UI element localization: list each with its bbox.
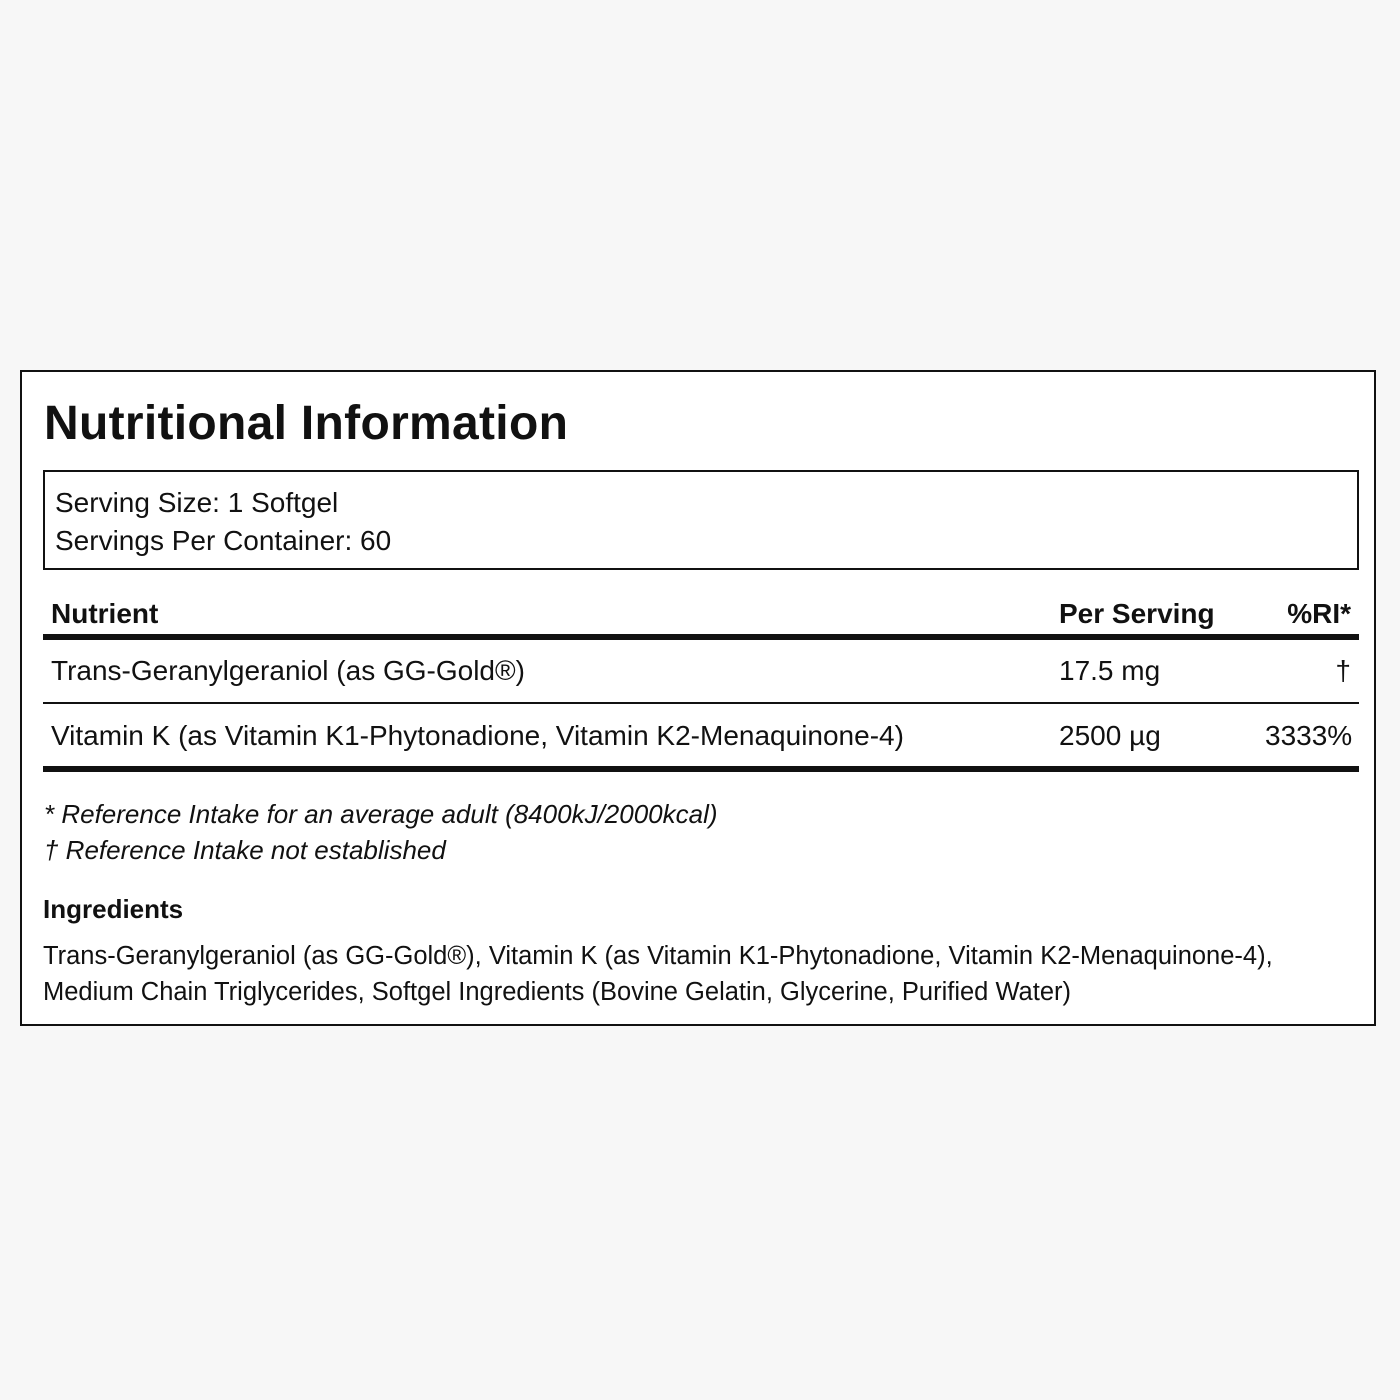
ingredients-text: Trans-Geranylgeraniol (as GG-Gold®), Vitamin K (as Vitamin K1-Phytonadione, Vitamin K2-Menaquinone-4), Medium Chain Triglycerides, Softgel Ingredients (Bovine Gelatin, Glycerine, Purified Water)	[43, 942, 1273, 1006]
nutrient-name: Vitamin K (as Vitamin K1-Phytonadione, Vitamin K2-Menaquinone-4)	[51, 720, 904, 751]
serving-info-box	[43, 470, 1359, 570]
nutrient-ri: 3333%	[1265, 720, 1353, 751]
serving-size: Serving Size: 1 Softgel	[55, 487, 339, 518]
header-nutrient: Nutrient	[51, 598, 159, 629]
servings-per-container: Servings Per Container: 60	[55, 525, 392, 556]
header-ri: %RI*	[1287, 598, 1351, 629]
table-row	[43, 640, 1359, 704]
header-per-serving: Per Serving	[1059, 598, 1215, 629]
table-header-row	[43, 594, 1359, 640]
page-title: Nutritional Information	[44, 397, 569, 450]
nutrient-ri: †	[1335, 655, 1351, 686]
footnotes	[44, 796, 718, 868]
nutrient-name: Trans-Geranylgeraniol (as GG-Gold®)	[51, 655, 525, 686]
nutrient-amount: 2500 µg	[1059, 720, 1161, 751]
nutrient-table	[43, 594, 1359, 772]
ingredients-title: Ingredients	[43, 894, 184, 924]
table-row	[43, 704, 1359, 768]
footnote-dagger: † Reference Intake not established	[44, 835, 446, 865]
table-bottom-rule	[43, 766, 1359, 772]
nutrient-amount: 17.5 mg	[1059, 655, 1161, 686]
footnote-ri: * Reference Intake for an average adult (8400kJ/2000kcal)	[44, 799, 718, 829]
nutrition-panel	[20, 370, 1376, 1026]
